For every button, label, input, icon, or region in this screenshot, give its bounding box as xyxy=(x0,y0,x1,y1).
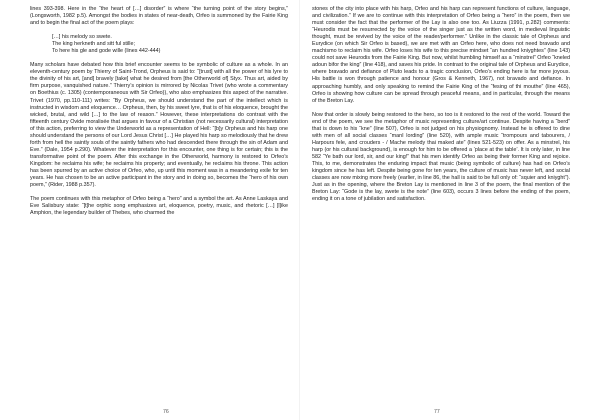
verse-line: The king herkneth and sitt ful stille; xyxy=(52,41,135,48)
page-gutter xyxy=(299,0,300,420)
right-page xyxy=(312,6,570,414)
left-closing-paragraph: The poem continues with this metaphor of Orfeo being a “hero” and a symbol the art. As Anne Laskaya and Eve Salisbury state: “[t]he orphic song emphasizes art, eloquence, poetry, music, and rhetoric […] [l]ike Amphion, the legendary builder of Thebes, who charmed the xyxy=(30,196,288,217)
right-opening-paragraph: stones of the city into place with his harp, Orfeo and his harp can represent functions of culture, language, and civilization.” If we are to continue with this interpretation of Orfeo being a “hero” in the poem, then we must consider the fact that the performer of the Lay is also one too. As Liuzza (1991, p.282) comments: “Heurodis must be resurrected by the voice of the singer just as the written word, in medieval linguistic thought, must be revived by the voice of the reader/performer.” Unlike in the classic tale of Orpheus and Eurydice (on which Sir Orfeo is based), we are met with an Orfeo here, who does not need bravado and machismo to reclaim his wife. Orfeo loses his wife to this precise mindset “an hundred kniyghtes” (line 143) could not save Heurodis from the Fairie King. But now, whilst humbling himself as a “minstrel” Orfeo “kneled adoun bifor the king” (line 418), and saves his pride. In contrast to the original tale of Orpheus and Eurydice, where bravado and defiance of Pluto leads to a tragic conclusion, Orfeo’s ending here is far more joyous. His battle is won through patience and honour (Gros & Kenneth, 1967), not bravado and defiance. In approaching humbly, and only speaking to remind the Fairie King of the “fesing of thi mouthe” (line 465), Orfeo is showing how culture can be spread through peaceful means, and in particular, through the means of the Breton Lay. xyxy=(312,6,570,104)
left-body-paragraph: Many scholars have debated how this brief encounter seems to be symbolic of culture as a whole. In an eleventh-century poem by Thierry of Saint-Trond, Orpheus is said to: “[trust] with all the power of his lyre to the divinity of his art, [and] bravely [take] what he desired from [the Otherworld of] Styx. Thus art, aided by firm purpose, vanquished nature.” Thierry’s opinion is mirrored by Nicolas Trivet (who wrote a commentary on Boethius (c. 1305) (contemporaneous with Sir Orfeo)), who also emphasizes this aspect of the narrative. Trivet (1970, pp.110-111) writes: “By Orpheus, we should understand the part of the intellect which is instructed in wisdom and eloquence… Orpheus, then, by his sweet lyre, that is of his eloquence, brought the wicked, brutal, and wild […] to the law of reason.” However, these interpretations do contrast with the fifteenth century Ovide moralisée that argues in favour of a Christian (not necessarily cultural) interpretation of this action, preferring to view the Underworld as a representation of Hell: “[b]y Orpheus and his harp one should understand the persons of our Lord Jesus Christ […] He played his harp so melodiously that he drew forth from hell the saintly souls of the saintly fathers who had descended there through the sin of Adam and Eve.” (Dale, 1954 p.290). Whatever the interpretation for this encounter, one thing is for certain; this is the transformative point of the poem. After this exchange in the Otherworld, harmony is restored to Orfeo’s Kingdom: he reclaims his wife; he reclaims his property; and eventually, he reclaims his throne. This action has been spurred by an active choice of Orfeo, who, up until this moment was in a meandering exile for ten years. He has chosen to be an active participant in the story and in doing so, becomes the “hero of his own poem,” (Rider, 1988 p.357). xyxy=(30,62,289,189)
right-body-paragraph: Now that order is slowly being restored to the hero, so too is it restored to the rest of the world. Toward the end of the poem, we see the metaphor of music representing culture/art continue. Despite having a “berd” that is down to his “kne” (line 507), Orfeo is not judged on his physiognomy. Instead he is offered to dine with men of all social classes “manI lording” (line 520), with ample music “trompours and tabourers, / Harpours fele, and crouders - / Mache melody thai maked ate” (lines 521-523) on offer. As a minstrel, his harp (or his cultural background), is enough for him to be offered a ‘place at the table’. It is only later, in line 582 “Ye bath our lord, sir, and our king!” that his men identify Orfeo as being their former King and rejoice. This, to me, demonstrates the enduring impact that music (being symbolic of culture) has had on Orfeo’s kingdom since he has left. Despite being gone for ten years, the culture of music has never left, and social classes are now mixing more freely (earlier, in line 86, the hall is said to be full only of: “squier and kniyght”). Just as in the opening, where the Breton Lay is mentioned in line 3 of the poem, the final mention of the Breton Lay: “Gode is the lay, swete is the note” (line 603), occurs 3 lines before the ending of the poem, ending it on a tone of jubilation and satisfaction. xyxy=(312,111,570,203)
verse-line: To here his gle and gode wille (lines 442-444) xyxy=(52,48,161,55)
verse-quotation xyxy=(52,34,288,55)
page-number-left: 76 xyxy=(163,409,169,415)
left-page xyxy=(30,6,288,414)
verse-line: […] his melody so swete. xyxy=(52,34,112,41)
left-intro-paragraph: lines 393-398. Here in the “the heart of […] disorder” is where “the turning point of the story begins,” (Longsworth, 1982 p.5). Amongst the bodies in states of near-death, Orfeo is summoned by the Fairie King and to begin the final act of the poem plays: xyxy=(30,6,288,27)
page-number-right: 77 xyxy=(434,409,440,415)
